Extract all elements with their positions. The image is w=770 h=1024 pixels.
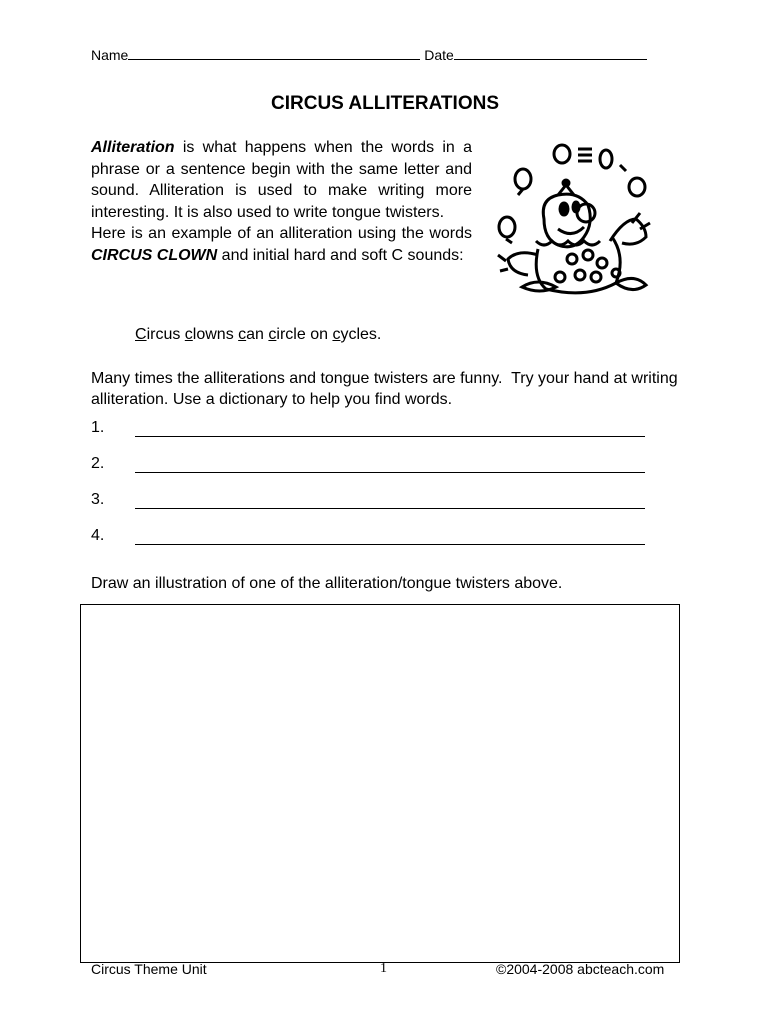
answer-number: 4. xyxy=(91,527,105,544)
answer-underline[interactable] xyxy=(135,508,645,509)
example-sentence xyxy=(135,326,381,344)
example-letter-5: c xyxy=(332,326,341,343)
example-letter-2: c xyxy=(184,326,193,343)
example-letter-1: C xyxy=(135,326,147,343)
date-field-line[interactable] xyxy=(454,47,647,60)
answer-underline[interactable] xyxy=(135,472,645,473)
draw-prompt: Draw an illustration of one of the alliteration/tongue twisters above. xyxy=(91,575,563,592)
name-label: Name xyxy=(91,47,129,63)
name-field-line[interactable] xyxy=(128,47,420,60)
date-label: Date xyxy=(424,47,454,63)
answer-number: 2. xyxy=(91,455,105,472)
example-intro-paragraph xyxy=(91,223,472,266)
answer-line-4[interactable] xyxy=(91,527,135,545)
answer-line-1[interactable] xyxy=(91,419,135,437)
intro-paragraph xyxy=(91,137,472,266)
answer-line-3[interactable] xyxy=(91,491,135,509)
drawing-box[interactable] xyxy=(80,604,680,963)
answer-underline[interactable] xyxy=(135,436,645,437)
juggling-clown-icon xyxy=(492,137,654,297)
example-rest-3: an xyxy=(246,326,269,343)
instructions-paragraph: Many times the alliterations and tongue twisters are funny. Try your hand at writing alliteration. Use a dictionary to help you find words. xyxy=(91,370,683,408)
definition-paragraph xyxy=(91,137,472,223)
footer-page-number: 1 xyxy=(380,961,387,976)
answer-line-2[interactable] xyxy=(91,455,135,473)
example-words: CIRCUS CLOWN xyxy=(91,246,218,264)
name-date-header xyxy=(91,47,647,63)
example-intro-end: and initial hard and soft C sounds: xyxy=(217,246,464,264)
example-letter-3: c xyxy=(238,326,247,343)
answer-underline[interactable] xyxy=(135,544,645,545)
example-letter-4: c xyxy=(268,326,277,343)
example-rest-1: ircus xyxy=(146,326,185,343)
answer-number: 3. xyxy=(91,491,105,508)
term-alliteration: Alliteration xyxy=(91,139,175,156)
footer-copyright: ©2004-2008 abcteach.com xyxy=(496,961,665,977)
example-intro-start: Here is an example of an alliteration using the words xyxy=(91,225,472,242)
example-rest-4: ircle on xyxy=(276,326,333,343)
example-rest-5: ycles. xyxy=(340,326,382,343)
footer-left: Circus Theme Unit xyxy=(91,961,207,977)
definition-text: is what happens when the words in a phrase or a sentence begin with the same letter and sound. Alliteration is used to make writing more interesting. It is also used to write tongue twisters. xyxy=(91,139,472,221)
example-rest-2: lowns xyxy=(192,326,239,343)
page-title: CIRCUS ALLITERATIONS xyxy=(271,93,499,114)
answer-number: 1. xyxy=(91,419,105,436)
